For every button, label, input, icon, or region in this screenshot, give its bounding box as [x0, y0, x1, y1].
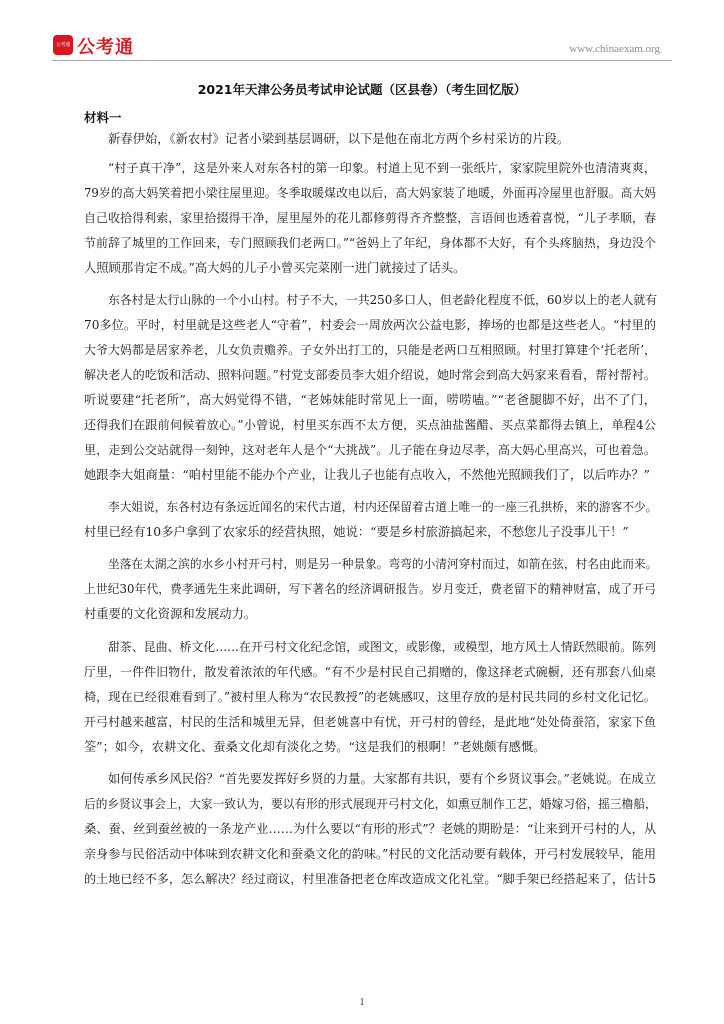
paragraph-line: 椅，现在已经很难看到了。”被村里人称为“农民教授”的老姚感叹，这里存放的是村民共同的乡村文化记忆。 — [84, 690, 656, 704]
paragraph-line: “村子真干净”，这是外来人对东各村的第一印象。村道上见不到一张纸片，家家院里院外也清清爽爽， — [108, 161, 656, 175]
paragraph-line: 上世纪30年代，费孝通先生来此调研，写下著名的经济调研报告。岁月变迁，费老留下的精神财富，成了开弓 — [84, 582, 656, 596]
logo-text: 公考通 — [77, 37, 134, 58]
header-divider — [52, 60, 672, 61]
paragraph-line: 李大姐说，东各村边有条远近闻名的宋代古道，村内还保留着古道上唯一的一座三孔拱桥，来的游客不少。 — [108, 500, 658, 514]
paragraph-line: 里，走到公交站就得一刻钟，这对老年人是个“大挑战”。儿子能在身边尽孝，高大妈心里高兴，可也着急。 — [84, 443, 656, 457]
paragraph-line: 79岁的高大妈笑着把小梁往屋里迎。冬季取暖煤改电以后，高大妈家装了地暖，外面再冷屋里也舒服。高大妈 — [84, 186, 656, 200]
paragraph-line: 自己收拾得利索，家里拾掇得干净，屋里屋外的花儿都修剪得齐齐整整，言语间也透着喜悦，“儿子孝顺，春 — [84, 211, 656, 225]
paragraph-line: 亲身参与民俗活动中体味到农耕文化和蚕桑文化的韵味。”村民的文化活动要有载体，开弓村发展较早，能用 — [84, 847, 656, 861]
paragraph-line: 厅里，一件件旧物什，散发着浓浓的年代感。“有不少是村民自己捐赠的，像这择老式碗橱，还有那套八仙桌 — [84, 665, 656, 679]
paragraph-line: 70多位。平时，村里就是这些老人“守着”，村委会一周放两次公益电影，捧场的也都是这些老人。“村里的 — [84, 318, 656, 332]
paragraph-line: 后的乡贤议事会上，大家一致认为，要以有形的形式展现开弓村文化，如熏豆制作工艺，婚嫁习俗，摇三橹船， — [84, 797, 657, 811]
paragraph-line: 桑、蚕、丝到蚕丝被的一条龙产业……为什么要以“有形的形式”？老姚的期盼是：“让来到开弓村的人，从 — [84, 822, 657, 836]
paragraph-line: 的土地已经不多，怎么解决？经过商议，村里准备把老仓库改造成文化礼堂。“脚手架已经搭起来了，估计5 — [84, 872, 656, 886]
paragraph-line: 大爷大妈都是居家养老，儿女负责赡养。子女外出打工的，只能是老两口互相照顾。村里打算建个‘托老所’， — [84, 343, 656, 357]
site-url: www.chinaexam.org — [569, 43, 660, 55]
paragraph-line: 甜茶、昆曲、桥文化……在开弓村文化纪念馆，或图文，或影像，或模型，地方风土人情跃然眼前。陈列 — [108, 640, 656, 654]
paragraph-line: 节前辞了城里的工作回来，专门照顾我们老两口。”“爸妈上了年纪，身体都不大好，有个头疼脑热，身边没个 — [84, 236, 656, 250]
page-number: 1 — [359, 997, 365, 1008]
section-heading: 材料一 — [84, 110, 122, 125]
paragraph-line: 东各村是太行山脉的一个小山村。村子不大，一共250多口人，但老龄化程度不低，60岁以上的老人就有 — [108, 293, 658, 307]
paragraph-line: 新春伊始，《新农村》记者小梁到基层调研，以下是他在南北方两个乡村采访的片段。 — [108, 132, 570, 146]
paragraph-line: 听说要建“托老所”，高大妈觉得不错，“老姊妹能时常见上一面，唠唠嗑。”“老爸腿脚不好，出不了门， — [84, 393, 656, 407]
paragraph-line: 如何传承乡风民俗？“首先要发挥好乡贤的力量。大家都有共识，要有个乡贤议事会。”老姚说。在成立 — [108, 772, 656, 786]
paragraph-line: 她跟李大姐商量：“咱村里能不能办个产业，让我儿子也能有点收入，不然他光照顾我们了，以后咋办？” — [84, 468, 650, 482]
paragraph-line: 村重要的文化资源和发展动力。 — [84, 607, 257, 621]
document-title: 2021年天津公务员考试申论试题（区县卷）（考生回忆版） — [197, 82, 527, 97]
page-header — [40, 34, 668, 60]
paragraph-line: 解决老人的吃饭和活动、照料问题。”村党支部委员李大姐介绍说，她时常会到高大妈家来看看，帮衬帮衬。 — [84, 368, 656, 382]
logo-badge: 公考通 — [53, 35, 73, 55]
paragraph-line: 坐落在太湖之滨的水乡小村开弓村，则是另一种景象。弯弯的小清河穿村而过，如箭在弦，村名由此而来。 — [108, 557, 658, 571]
paragraph-line: 筌”；如今，农耕文化、蚕桑文化却有淡化之势。“这是我们的根啊！”老姚颇有感慨。 — [84, 740, 546, 754]
paragraph-line: 人照顾那肯定不成。”高大妈的儿子小曾买完菜刚一进门就接过了话头。 — [84, 261, 466, 275]
paragraph-line: 开弓村越来越富，村民的生活和城里无异，但老姚喜中有忧，开弓村的曾经，是此地“处处倚蚕箔，家家下鱼 — [84, 715, 656, 729]
paragraph-line: 村里已经有10多户拿到了农家乐的经营执照，她说：“要是乡村旅游搞起来，不愁您儿子没事儿干！” — [84, 525, 629, 539]
paragraph-line: 还得我们在跟前伺候着放心。”小曾说，村里买东西不太方便，买点油盐酱醋、买点菜都得去镇上，单程4公 — [84, 418, 656, 432]
